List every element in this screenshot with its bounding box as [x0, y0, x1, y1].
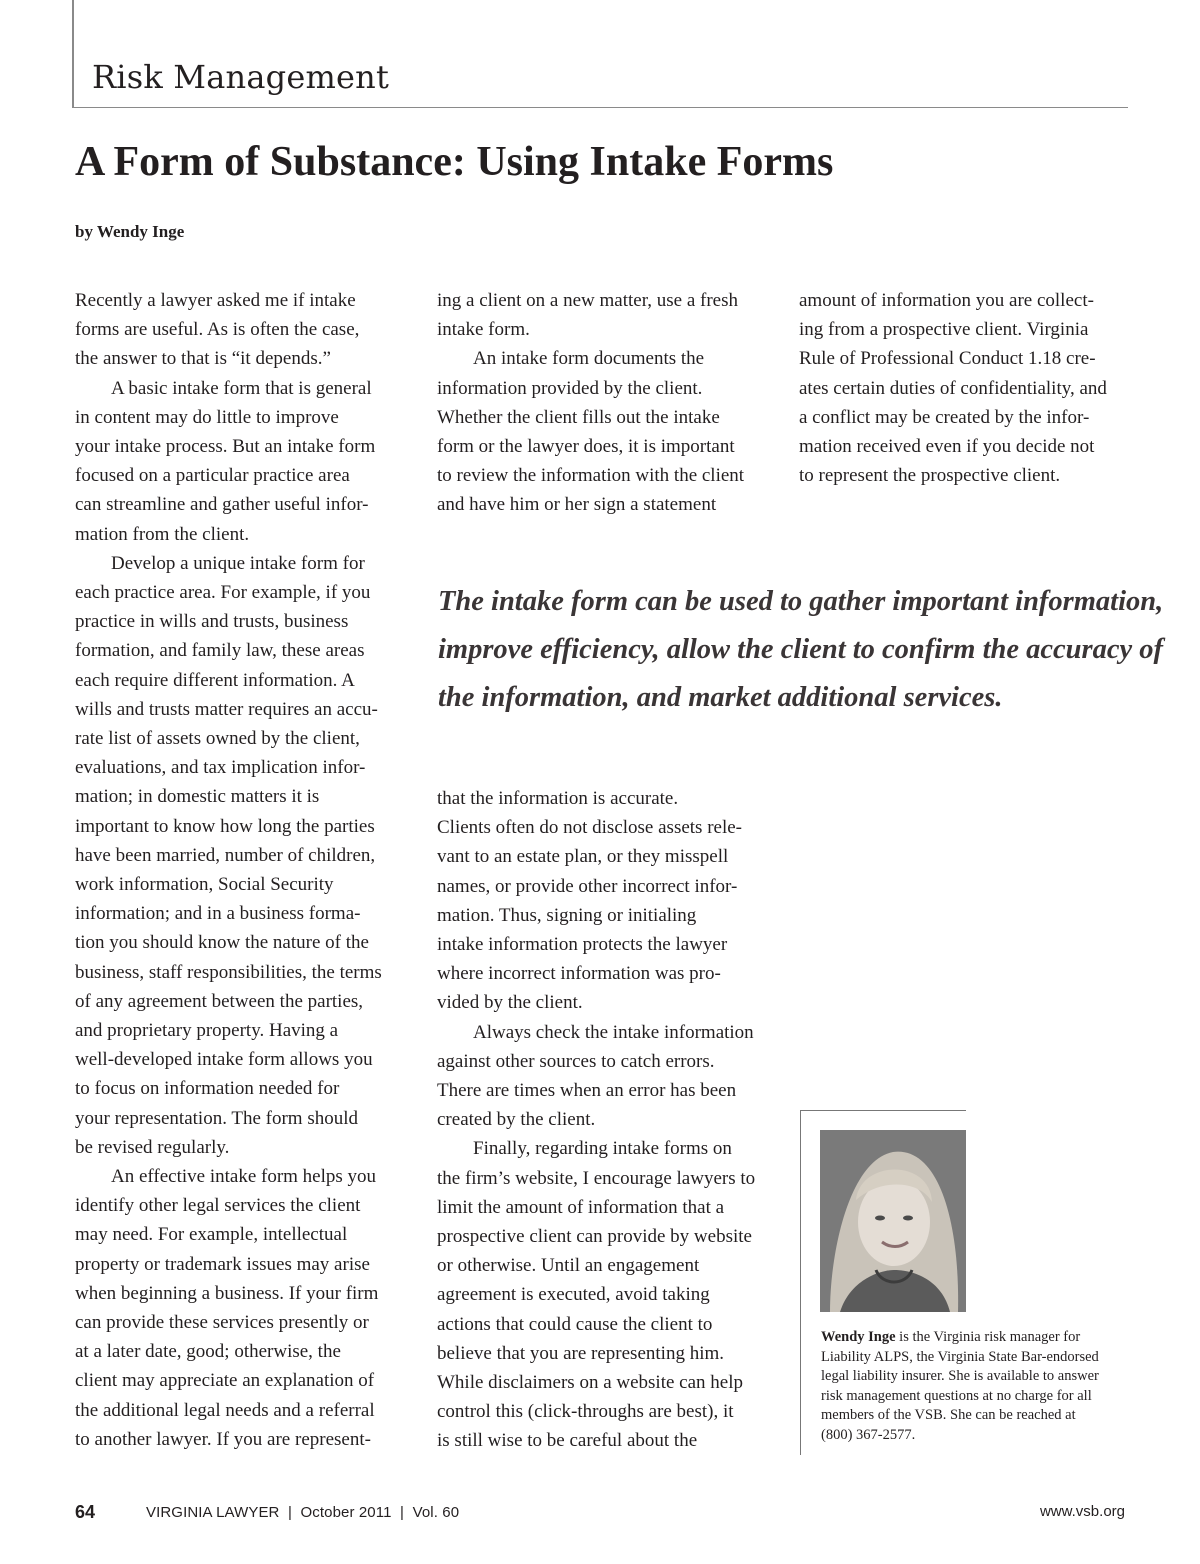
body-text-line: may need. For example, intellectual	[75, 1224, 348, 1246]
body-text-line: the firm’s website, I encourage lawyers to	[437, 1167, 756, 1189]
bio-line: is the Virginia risk manager for	[895, 1329, 1081, 1345]
body-text-line: be revised regularly.	[75, 1136, 230, 1158]
header-rule-vertical	[72, 0, 74, 108]
author-photo	[820, 1130, 966, 1312]
body-text-line: that the information is accurate.	[437, 788, 679, 809]
body-text-line: client may appreciate an explanation of	[75, 1370, 375, 1392]
author-portrait-illustration	[820, 1130, 966, 1312]
author-bio	[821, 1328, 1126, 1445]
body-text-line: to represent the prospective client.	[799, 465, 1061, 487]
body-text-line: to review the information with the client	[437, 465, 745, 487]
body-text-line: can provide these services presently or	[75, 1312, 369, 1333]
body-text-line: ing a client on a new matter, use a fresh	[437, 290, 739, 311]
body-text-line: the answer to that is “it depends.”	[75, 348, 331, 370]
body-text-line: and proprietary property. Having a	[75, 1020, 339, 1041]
body-text-line: vant to an estate plan, or they misspell	[437, 846, 729, 868]
body-text-line: ing from a prospective client. Virginia	[799, 319, 1089, 341]
body-text-line: practice in wills and trusts, business	[75, 611, 349, 633]
magazine-issue: VIRGINIA LAWYER | October 2011 | Vol. 60	[146, 1504, 460, 1521]
body-text-line: mation; in domestic matters it is	[75, 786, 320, 808]
body-text-line: intake form.	[437, 319, 530, 341]
body-text-line: identify other legal services the client	[75, 1195, 361, 1217]
body-text-line: wills and trusts matter requires an accu-	[75, 698, 378, 720]
body-text-line: of any agreement between the parties,	[75, 990, 364, 1012]
bio-author-name: Wendy Inge	[821, 1329, 896, 1345]
body-text-line: information provided by the client.	[437, 377, 703, 399]
body-text-line: names, or provide other incorrect infor-	[437, 875, 738, 897]
pull-quote-line: the information, and market additional services.	[438, 682, 1003, 713]
body-text-line: control this (click-throughs are best), it	[437, 1401, 734, 1423]
body-text-line: business, staff responsibilities, the terms	[75, 961, 382, 983]
body-text-line: A basic intake form that is general	[111, 377, 372, 399]
body-text-line: against other sources to catch errors.	[437, 1050, 715, 1072]
body-text-line: mation. Thus, signing or initialing	[437, 904, 697, 926]
bio-line: legal liability insurer. She is available to answer	[821, 1368, 1099, 1384]
body-text-line: have been married, number of children,	[75, 844, 376, 866]
body-text-line: An effective intake form helps you	[111, 1166, 377, 1187]
bio-line: Liability ALPS, the Virginia State Bar-endorsed	[821, 1348, 1099, 1365]
body-text-line: information; and in a business forma-	[75, 903, 361, 925]
footer-url: www.vsb.org	[1039, 1503, 1125, 1520]
body-text-line: intake information protects the lawyer	[437, 934, 728, 955]
body-text-line: created by the client.	[437, 1109, 596, 1131]
bio-line-first	[821, 1328, 1126, 1348]
body-text-line: evaluations, and tax implication infor-	[75, 757, 366, 779]
body-text-line: each practice area. For example, if you	[75, 582, 371, 603]
body-text-line: Rule of Professional Conduct 1.18 cre-	[799, 348, 1096, 370]
body-text-line: the additional legal needs and a referral	[75, 1399, 375, 1421]
body-text-line: each require different information. A	[75, 669, 355, 691]
body-text-line: when beginning a business. If your firm	[75, 1282, 379, 1304]
body-text-line: your representation. The form should	[75, 1107, 358, 1129]
article-title: A Form of Substance: Using Intake Forms	[75, 139, 834, 185]
pull-quote	[438, 578, 1164, 722]
body-text-line: mation received even if you decide not	[799, 436, 1095, 457]
bio-line: members of the VSB. She can be reached at	[821, 1407, 1076, 1423]
body-text-line: at a later date, good; otherwise, the	[75, 1341, 341, 1363]
body-text-line: Finally, regarding intake forms on	[473, 1138, 732, 1160]
body-text-line: Recently a lawyer asked me if intake	[75, 290, 356, 311]
body-text-line: where incorrect information was pro-	[437, 963, 721, 985]
body-text-line: ates certain duties of confidentiality, and	[799, 377, 1107, 399]
body-text-line: in content may do little to improve	[75, 406, 339, 428]
body-text-line: tion you should know the nature of the	[75, 932, 369, 954]
body-text-line: can streamline and gather useful infor-	[75, 494, 369, 516]
body-text-line: agreement is executed, avoid taking	[437, 1284, 710, 1306]
page-number: 64	[75, 1502, 96, 1522]
bio-line: risk management questions at no charge for all	[821, 1387, 1092, 1404]
section-heading: Risk Management	[92, 58, 390, 96]
body-text-line: to focus on information needed for	[75, 1078, 340, 1100]
body-text-line: forms are useful. As is often the case,	[75, 319, 360, 341]
body-text-line: believe that you are representing him.	[437, 1342, 725, 1364]
bio-line: (800) 367-2577.	[821, 1426, 916, 1443]
body-text-line: and have him or her sign a statement	[437, 494, 717, 516]
body-text-line: mation from the client.	[75, 523, 250, 545]
body-text-line: a conflict may be created by the infor-	[799, 406, 1090, 428]
body-text-line: Develop a unique intake form for	[111, 552, 365, 574]
pull-quote-line: improve efficiency, allow the client to confirm the accuracy of	[438, 634, 1164, 665]
body-text-line: or otherwise. Until an engagement	[437, 1255, 700, 1277]
pull-quote-line: The intake form can be used to gather important information,	[438, 586, 1164, 617]
body-text-line: An intake form documents the	[473, 348, 705, 370]
body-text-line: There are times when an error has been	[437, 1080, 737, 1101]
body-text-line: rate list of assets owned by the client,	[75, 728, 360, 749]
body-text-line: limit the amount of information that a	[437, 1196, 725, 1218]
body-text-line: property or trademark issues may arise	[75, 1253, 370, 1275]
body-text-line: well-developed intake form allows you	[75, 1049, 373, 1071]
body-text-line: Clients often do not disclose assets rele-	[437, 817, 742, 839]
body-text-line: Always check the intake information	[473, 1021, 754, 1043]
header-rule-horizontal	[72, 107, 1128, 108]
body-text-line: formation, and family law, these areas	[75, 640, 365, 662]
body-text-line: work information, Social Security	[75, 874, 334, 895]
body-text-line: form or the lawyer does, it is important	[437, 436, 735, 457]
body-text-line: amount of information you are collect-	[799, 290, 1094, 311]
body-text-line: to another lawyer. If you are represent-	[75, 1428, 371, 1450]
body-text-line: actions that could cause the client to	[437, 1313, 713, 1335]
bio-rule-horizontal	[800, 1110, 966, 1111]
body-text-line: prospective client can provide by website	[437, 1226, 752, 1247]
body-text-line: important to know how long the parties	[75, 815, 375, 837]
body-text-line: Whether the client fills out the intake	[437, 406, 720, 428]
body-text-line: your intake process. But an intake form	[75, 436, 376, 457]
body-text-line: is still wise to be careful about the	[437, 1430, 698, 1452]
body-text-line: While disclaimers on a website can help	[437, 1372, 744, 1393]
body-text-line: vided by the client.	[437, 992, 583, 1014]
body-text-line: focused on a particular practice area	[75, 465, 350, 487]
bio-rule-vertical	[800, 1110, 801, 1455]
byline: by Wendy Inge	[75, 222, 185, 241]
